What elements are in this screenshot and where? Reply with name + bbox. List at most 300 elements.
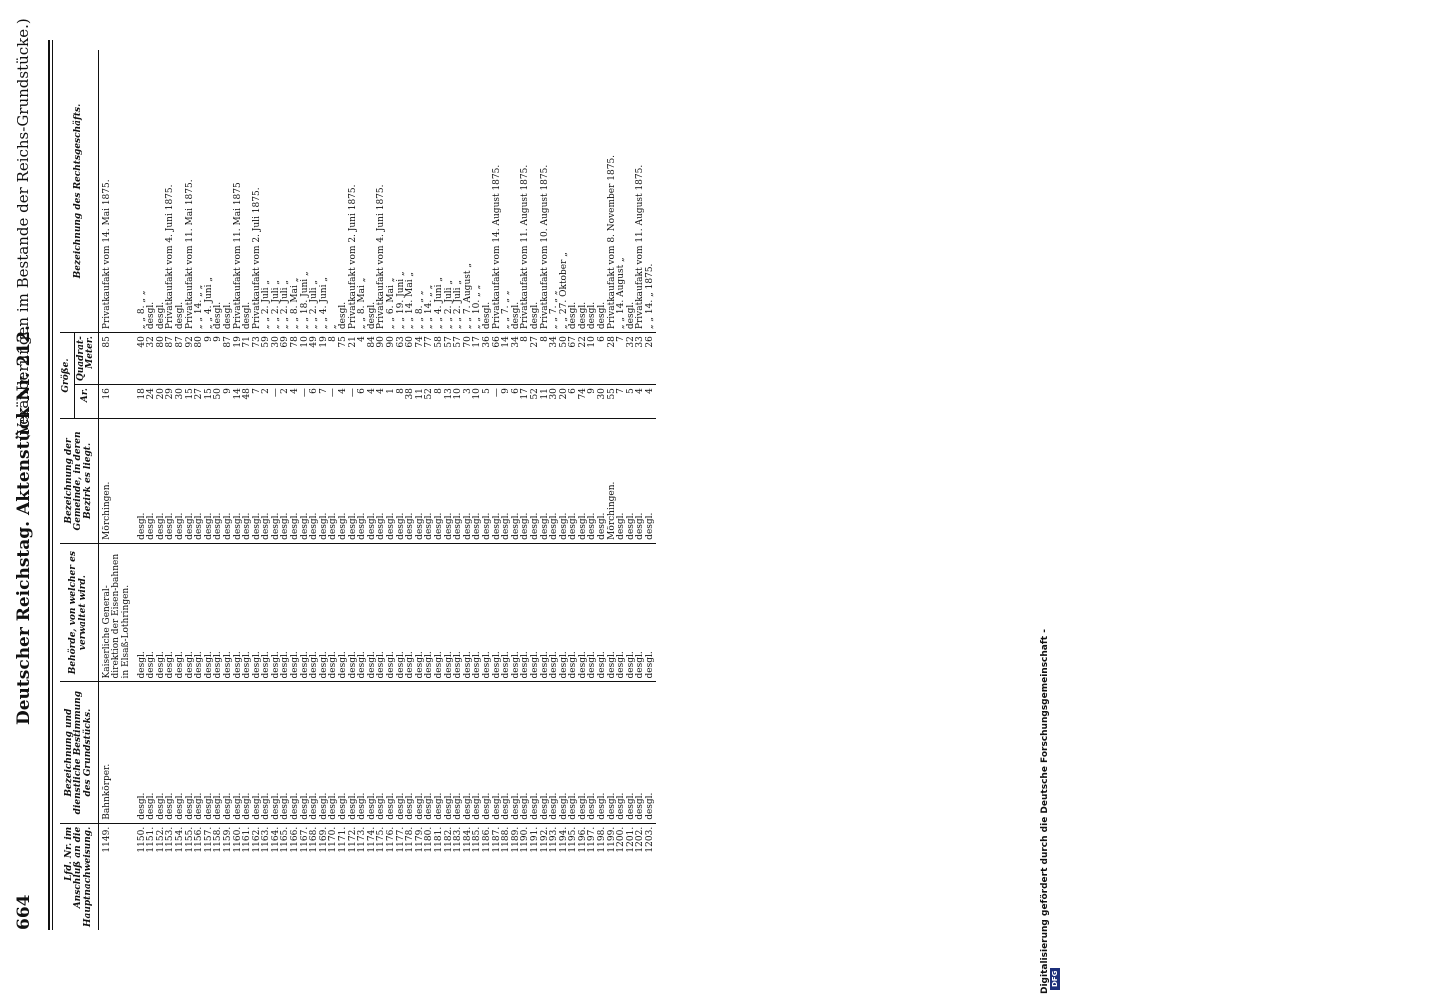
cell-behoerde: desgl. <box>473 543 483 682</box>
cell-behoerde: desgl. <box>339 543 349 682</box>
cell-qm: 60 <box>406 333 416 385</box>
cell-gemeinde: desgl. <box>512 419 522 544</box>
cell-bezeichnung: desgl. <box>176 682 186 823</box>
cell-gemeinde: desgl. <box>358 419 368 544</box>
cell-bezeichnung: desgl. <box>617 682 627 823</box>
cell-behoerde: desgl. <box>493 543 503 682</box>
cell-qm: 36 <box>483 333 493 385</box>
cell-behoerde: desgl. <box>214 543 224 682</box>
cell-bezeichnung: desgl. <box>186 682 196 823</box>
cell-nr: 1177. <box>397 823 407 930</box>
cell-ar: 10 <box>454 385 464 419</box>
cell-gemeinde: desgl. <box>186 419 196 544</box>
cell-ar: 20 <box>560 385 570 419</box>
table-body <box>98 50 655 930</box>
cell-rechtsgeschaeft: „ „ 8. „ „ <box>414 290 425 330</box>
cell-bezeichnung: desgl. <box>272 682 282 823</box>
cell-ar: 15 <box>186 385 196 419</box>
cell-behoerde: desgl. <box>262 543 272 682</box>
cell-ar: 8 <box>435 385 445 419</box>
cell-nr: 1182. <box>445 823 455 930</box>
cell-behoerde: desgl. <box>195 543 205 682</box>
cell-gemeinde: desgl. <box>473 419 483 544</box>
cell-nr: 1179. <box>416 823 426 930</box>
cell-rechtsgeschaeft: „ „ 6. Mai „ <box>386 277 396 330</box>
cell-qm: 70 <box>464 333 474 385</box>
cell-behoerde: desgl. <box>598 543 608 682</box>
cell-behoerde: desgl. <box>368 543 378 682</box>
cell-ar: 10 <box>473 385 483 419</box>
cell-nr: 1152. <box>157 823 167 930</box>
cell-gemeinde: desgl. <box>224 419 234 544</box>
cell-qm: 59 <box>262 333 272 385</box>
cell-rechtsgeschaeft: „ „ 4. Juni „ <box>318 277 329 330</box>
cell-nr: 1170. <box>329 823 339 930</box>
cell-rechtsgeschaeft: desgl. <box>481 301 492 330</box>
cell-ar: 9 <box>588 385 598 419</box>
cell-behoerde: desgl. <box>550 543 560 682</box>
cell-ar: 8 <box>397 385 407 419</box>
cell-nr: 1186. <box>483 823 493 930</box>
cell-rechtsgeschaeft: „ „ 4. Juni „ <box>433 277 444 330</box>
cell-rechtsgeschaeft: Privatkaufakt vom 14. August 1875. <box>491 164 502 330</box>
cell-nr: 1159. <box>224 823 234 930</box>
cell-ar: 30 <box>598 385 608 419</box>
cell-ar: — <box>301 385 311 419</box>
cell-behoerde: desgl. <box>617 543 627 682</box>
cell-behoerde: desgl. <box>176 543 186 682</box>
page-header <box>8 18 42 960</box>
cell-ar: 7 <box>617 385 627 419</box>
cell-qm: 33 <box>636 333 646 385</box>
cell-behoerde: desgl. <box>138 543 148 682</box>
cell-bezeichnung: desgl. <box>214 682 224 823</box>
cell-nr: 1154. <box>176 823 186 930</box>
cell-qm: 87 <box>176 333 186 385</box>
cell-bezeichnung: desgl. <box>425 682 435 823</box>
cell-gemeinde: desgl. <box>531 419 541 544</box>
cell-rechtsgeschaeft: „ „ 7. „ „ <box>549 290 560 330</box>
cell-qm: 75 <box>339 333 349 385</box>
cell-ar: 9 <box>224 385 234 419</box>
cell-nr: 1202. <box>636 823 646 930</box>
cell-rechtsgeschaeft: „ „ 14. August „ <box>616 257 627 330</box>
cell-behoerde: desgl. <box>186 543 196 682</box>
cell-rechtsgeschaeft: „ „ 8. Mai „ <box>357 277 368 330</box>
cell-nr: 1172. <box>349 823 359 930</box>
cell-qm: 4 <box>358 333 368 385</box>
cell-gemeinde: desgl. <box>320 419 330 544</box>
table-row <box>646 50 656 930</box>
cell-behoerde: desgl. <box>377 543 387 682</box>
cell-ar: 9 <box>502 385 512 419</box>
cell-rechtsgeschaeft: desgl. <box>529 301 540 330</box>
cell-gemeinde: desgl. <box>550 419 560 544</box>
cell-rechtsgeschaeft: desgl. <box>568 301 579 330</box>
dfg-logo: DFG <box>1050 968 1060 990</box>
cell-bezeichnung: desgl. <box>166 682 176 823</box>
cell-behoerde: desgl. <box>445 543 455 682</box>
col-header-bezeichnung: Bezeichnung und dienstliche Bestimmung des Grundstücks. <box>60 682 98 823</box>
cell-nr: 1151. <box>147 823 157 930</box>
cell-qm: 19 <box>320 333 330 385</box>
cell-ar: 4 <box>646 385 656 419</box>
cell-gemeinde: Mörchingen. <box>98 419 137 544</box>
col-header-ar: Ar. <box>74 385 98 419</box>
cell-rechtsgeschaeft: Privatkaufakt vom 2. Juni 1875. <box>347 184 358 330</box>
cell-nr: 1185. <box>473 823 483 930</box>
cell-bezeichnung: desgl. <box>416 682 426 823</box>
cell-behoerde: desgl. <box>521 543 531 682</box>
cell-rechtsgeschaeft: Privatkaufakt vom 4. Juni 1875. <box>376 184 387 330</box>
cell-qm: 10 <box>588 333 598 385</box>
cell-behoerde: Kaiserliche General-direktion der Eisen-bahnen in Elsaß-Lothringen. <box>98 543 137 682</box>
cell-rechtsgeschaeft: desgl. <box>577 301 588 330</box>
cell-behoerde: desgl. <box>435 543 445 682</box>
cell-rechtsgeschaeft: Privatkaufakt vom 11. August 1875. <box>635 164 646 330</box>
cell-bezeichnung: desgl. <box>253 682 263 823</box>
cell-nr: 1201. <box>627 823 637 930</box>
cell-nr: 1199. <box>608 823 618 930</box>
cell-qm: 17 <box>473 333 483 385</box>
cell-qm: 21 <box>349 333 359 385</box>
cell-rechtsgeschaeft: „ „ 14. „ 1875. <box>645 263 656 330</box>
cell-gemeinde: desgl. <box>291 419 301 544</box>
cell-gemeinde: desgl. <box>377 419 387 544</box>
cell-gemeinde: desgl. <box>272 419 282 544</box>
cell-bezeichnung: desgl. <box>329 682 339 823</box>
cell-qm: 34 <box>550 333 560 385</box>
cell-bezeichnung: desgl. <box>493 682 503 823</box>
cell-rechtsgeschaeft: „ „ 10. „ „ <box>472 284 483 330</box>
cell-qm: 34 <box>512 333 522 385</box>
cell-qm: 26 <box>646 333 656 385</box>
cell-rechtsgeschaeft: desgl. <box>213 301 224 330</box>
cell-rechtsgeschaeft: „ „ 2. Juli „ <box>280 279 291 330</box>
cell-bezeichnung: desgl. <box>541 682 551 823</box>
cell-rechtsgeschaeft: desgl. <box>625 301 636 330</box>
cell-bezeichnung: desgl. <box>368 682 378 823</box>
cell-ar: — <box>349 385 359 419</box>
cell-qm: 85 <box>98 333 137 385</box>
cell-behoerde: desgl. <box>531 543 541 682</box>
cell-qm: 69 <box>281 333 291 385</box>
cell-nr: 1190. <box>521 823 531 930</box>
cell-qm: 50 <box>560 333 570 385</box>
cell-ar: 14 <box>234 385 244 419</box>
cell-qm: 40 <box>138 333 148 385</box>
cell-ar: 24 <box>147 385 157 419</box>
cell-rechtsgeschaeft: Privatkaufakt vom 11. August 1875. <box>520 164 531 330</box>
cell-behoerde: desgl. <box>608 543 618 682</box>
cell-ar: 27 <box>195 385 205 419</box>
cell-behoerde: desgl. <box>627 543 637 682</box>
cell-ar: 11 <box>416 385 426 419</box>
cell-bezeichnung: desgl. <box>531 682 541 823</box>
cell-nr: 1155. <box>186 823 196 930</box>
cell-bezeichnung: desgl. <box>147 682 157 823</box>
cell-rechtsgeschaeft: „ „ 4. Juni „ <box>203 277 214 330</box>
cell-rechtsgeschaeft: „ „ 2. Juli „ <box>270 279 281 330</box>
cell-qm: 77 <box>425 333 435 385</box>
cell-ar: 1 <box>387 385 397 419</box>
cell-nr: 1184. <box>464 823 474 930</box>
cell-bezeichnung: desgl. <box>358 682 368 823</box>
cell-behoerde: desgl. <box>588 543 598 682</box>
cell-nr: 1156. <box>195 823 205 930</box>
cell-gemeinde: desgl. <box>234 419 244 544</box>
cell-behoerde: desgl. <box>646 543 656 682</box>
cell-ar: — <box>493 385 503 419</box>
cell-bezeichnung: desgl. <box>608 682 618 823</box>
cell-nr: 1153. <box>166 823 176 930</box>
digitization-text: Digitalisierung gefördert durch die Deutsche Forschungsgemeinschaft - <box>1040 629 1050 994</box>
cell-nr: 1193. <box>550 823 560 930</box>
cell-nr: 1163. <box>262 823 272 930</box>
cell-rechtsgeschaeft: desgl. <box>597 301 608 330</box>
cell-gemeinde: Mörchingen. <box>608 419 618 544</box>
cell-ar: 6 <box>512 385 522 419</box>
cell-gemeinde: desgl. <box>493 419 503 544</box>
cell-behoerde: desgl. <box>281 543 291 682</box>
cell-bezeichnung: desgl. <box>281 682 291 823</box>
cell-gemeinde: desgl. <box>560 419 570 544</box>
cell-qm: 22 <box>579 333 589 385</box>
cell-rechtsgeschaeft: desgl. <box>587 301 598 330</box>
cell-nr: 1166. <box>291 823 301 930</box>
cell-gemeinde: desgl. <box>541 419 551 544</box>
cell-rechtsgeschaeft: Privatkaufakt vom 4. Juni 1875. <box>165 184 176 330</box>
cell-qm: 32 <box>627 333 637 385</box>
cell-rechtsgeschaeft: „ „ 7. August „ <box>462 263 473 330</box>
cell-nr: 1178. <box>406 823 416 930</box>
cell-ar: 17 <box>521 385 531 419</box>
cell-ar: 48 <box>243 385 253 419</box>
cell-gemeinde: desgl. <box>253 419 263 544</box>
cell-behoerde: desgl. <box>512 543 522 682</box>
cell-ar: 6 <box>358 385 368 419</box>
cell-behoerde: desgl. <box>387 543 397 682</box>
cell-gemeinde: desgl. <box>483 419 493 544</box>
cell-bezeichnung: desgl. <box>636 682 646 823</box>
cell-qm: 58 <box>435 333 445 385</box>
cell-qm: 73 <box>253 333 263 385</box>
cell-behoerde: desgl. <box>397 543 407 682</box>
cell-nr: 1189. <box>512 823 522 930</box>
col-header-rechtsgeschaeft: Bezeichnung des Rechtsgeschäfts. <box>60 50 98 333</box>
cell-bezeichnung: desgl. <box>243 682 253 823</box>
cell-behoerde: desgl. <box>272 543 282 682</box>
cell-gemeinde: desgl. <box>301 419 311 544</box>
cell-nr: 1195. <box>569 823 579 930</box>
cell-gemeinde: desgl. <box>176 419 186 544</box>
cell-bezeichnung: desgl. <box>512 682 522 823</box>
cell-qm: 63 <box>397 333 407 385</box>
cell-ar: — <box>272 385 282 419</box>
cell-qm: 28 <box>608 333 618 385</box>
cell-bezeichnung: desgl. <box>445 682 455 823</box>
cell-nr: 1164. <box>272 823 282 930</box>
cell-gemeinde: desgl. <box>569 419 579 544</box>
cell-bezeichnung: desgl. <box>195 682 205 823</box>
cell-ar: 16 <box>98 385 137 419</box>
cell-ar: 5 <box>627 385 637 419</box>
cell-gemeinde: desgl. <box>387 419 397 544</box>
cell-rechtsgeschaeft: Privatkaufakt vom 14. Mai 1875. <box>101 179 112 330</box>
cell-gemeinde: desgl. <box>214 419 224 544</box>
cell-ar: 13 <box>445 385 455 419</box>
cell-rechtsgeschaeft: „ „ 19. Juni „ <box>395 271 406 330</box>
cell-behoerde: desgl. <box>253 543 263 682</box>
cell-gemeinde: desgl. <box>627 419 637 544</box>
cell-gemeinde: desgl. <box>195 419 205 544</box>
cell-nr: 1200. <box>617 823 627 930</box>
cell-qm: 92 <box>186 333 196 385</box>
cell-bezeichnung: desgl. <box>588 682 598 823</box>
cell-bezeichnung: desgl. <box>262 682 272 823</box>
cell-qm: 9 <box>214 333 224 385</box>
table-row <box>98 50 137 930</box>
cell-nr: 1196. <box>579 823 589 930</box>
cell-behoerde: desgl. <box>406 543 416 682</box>
cell-ar: 4 <box>339 385 349 419</box>
cell-ar: 29 <box>166 385 176 419</box>
cell-ar: 74 <box>579 385 589 419</box>
cell-ar: 6 <box>310 385 320 419</box>
cell-bezeichnung: desgl. <box>377 682 387 823</box>
cell-nr: 1169. <box>320 823 330 930</box>
cell-ar: 2 <box>281 385 291 419</box>
cell-bezeichnung: desgl. <box>157 682 167 823</box>
cell-ar: 2 <box>262 385 272 419</box>
cell-rechtsgeschaeft: „ „ 8. „ „ <box>136 290 147 330</box>
cell-gemeinde: desgl. <box>349 419 359 544</box>
cell-gemeinde: desgl. <box>243 419 253 544</box>
cell-rechtsgeschaeft: Privatkaufakt vom 10. August 1875. <box>539 164 550 330</box>
cell-nr: 1167. <box>301 823 311 930</box>
cell-rechtsgeschaeft: „ „ 2. Juli „ <box>261 279 272 330</box>
cell-qm: 30 <box>272 333 282 385</box>
cell-rechtsgeschaeft: „ „ 7. „ „ <box>501 290 512 330</box>
cell-bezeichnung: desgl. <box>502 682 512 823</box>
cell-rechtsgeschaeft: „ „ 2. Juli „ <box>453 279 464 330</box>
cell-gemeinde: desgl. <box>617 419 627 544</box>
page-title: Deutscher Reichstag. Aktenstück Nr. 212. <box>14 324 34 725</box>
cell-nr: 1174. <box>368 823 378 930</box>
cell-rechtsgeschaeft: desgl. <box>366 301 377 330</box>
cell-nr: 1192. <box>541 823 551 930</box>
cell-behoerde: desgl. <box>147 543 157 682</box>
cell-ar: 7 <box>253 385 263 419</box>
cell-behoerde: desgl. <box>454 543 464 682</box>
cell-qm: 87 <box>166 333 176 385</box>
cell-gemeinde: desgl. <box>406 419 416 544</box>
cell-gemeinde: desgl. <box>435 419 445 544</box>
cell-behoerde: desgl. <box>502 543 512 682</box>
cell-bezeichnung: desgl. <box>339 682 349 823</box>
cell-qm: 74 <box>416 333 426 385</box>
cell-nr: 1173. <box>358 823 368 930</box>
cell-qm: 14 <box>502 333 512 385</box>
digitization-note <box>1040 614 1060 994</box>
cell-gemeinde: desgl. <box>454 419 464 544</box>
cell-nr: 1157. <box>205 823 215 930</box>
cell-gemeinde: desgl. <box>588 419 598 544</box>
cell-rechtsgeschaeft: desgl. <box>222 301 233 330</box>
cell-qm: 7 <box>617 333 627 385</box>
cell-rechtsgeschaeft: desgl. <box>338 301 349 330</box>
cell-gemeinde: desgl. <box>416 419 426 544</box>
cell-rechtsgeschaeft: „ „ 18. Juni „ <box>299 271 310 330</box>
cell-qm: 80 <box>195 333 205 385</box>
cell-qm: 10 <box>301 333 311 385</box>
cell-qm: 27 <box>531 333 541 385</box>
cell-nr: 1176. <box>387 823 397 930</box>
cell-bezeichnung: desgl. <box>627 682 637 823</box>
cell-bezeichnung: desgl. <box>646 682 656 823</box>
cell-ar: 4 <box>636 385 646 419</box>
cell-ar: — <box>329 385 339 419</box>
cell-rechtsgeschaeft: „ „ 27. Oktober „ <box>558 252 569 330</box>
cell-ar: 4 <box>368 385 378 419</box>
cell-behoerde: desgl. <box>358 543 368 682</box>
cell-ar: 3 <box>464 385 474 419</box>
page-subtitle: (Veränderungen im Bestande der Reichs-Grundstücke.) <box>14 18 32 440</box>
cell-behoerde: desgl. <box>301 543 311 682</box>
cell-bezeichnung: desgl. <box>320 682 330 823</box>
cell-qm: 71 <box>243 333 253 385</box>
cell-bezeichnung: desgl. <box>521 682 531 823</box>
cell-nr: 1165. <box>281 823 291 930</box>
col-header-lfd-nr: Lfd. Nr. im Anschluß an die Hauptnachweisung. <box>60 823 98 930</box>
cell-gemeinde: desgl. <box>147 419 157 544</box>
cell-ar: 52 <box>531 385 541 419</box>
cell-qm: 57 <box>445 333 455 385</box>
cell-ar: 38 <box>406 385 416 419</box>
cell-ar: 55 <box>608 385 618 419</box>
cell-ar: 5 <box>483 385 493 419</box>
cell-qm: 8 <box>541 333 551 385</box>
cell-rechtsgeschaeft: „ „ 14. Mai „ <box>405 271 416 330</box>
cell-rechtsgeschaeft: „ <box>328 324 339 330</box>
cell-nr: 1191. <box>531 823 541 930</box>
cell-qm: 90 <box>387 333 397 385</box>
cell-behoerde: desgl. <box>464 543 474 682</box>
cell-qm: 90 <box>377 333 387 385</box>
cell-behoerde: desgl. <box>560 543 570 682</box>
cell-nr: 1188. <box>502 823 512 930</box>
cell-rechtsgeschaeft: „ „ 14. „ „ <box>194 284 205 330</box>
cell-bezeichnung: desgl. <box>406 682 416 823</box>
cell-bezeichnung: desgl. <box>560 682 570 823</box>
cell-ar: 18 <box>138 385 148 419</box>
cell-gemeinde: desgl. <box>598 419 608 544</box>
cell-nr: 1149. <box>98 823 137 930</box>
cell-ar: 4 <box>377 385 387 419</box>
cell-behoerde: desgl. <box>636 543 646 682</box>
cell-ar: 52 <box>425 385 435 419</box>
cell-nr: 1181. <box>435 823 445 930</box>
cell-nr: 1197. <box>588 823 598 930</box>
cell-ar: 30 <box>176 385 186 419</box>
cell-nr: 1187. <box>493 823 503 930</box>
header-rule <box>48 40 50 930</box>
cell-behoerde: desgl. <box>416 543 426 682</box>
cell-rechtsgeschaeft: Privatkaufakt vom 2. Juli 1875. <box>251 187 262 330</box>
cell-behoerde: desgl. <box>569 543 579 682</box>
cell-bezeichnung: desgl. <box>579 682 589 823</box>
cell-bezeichnung: Bahnkörper. <box>98 682 137 823</box>
